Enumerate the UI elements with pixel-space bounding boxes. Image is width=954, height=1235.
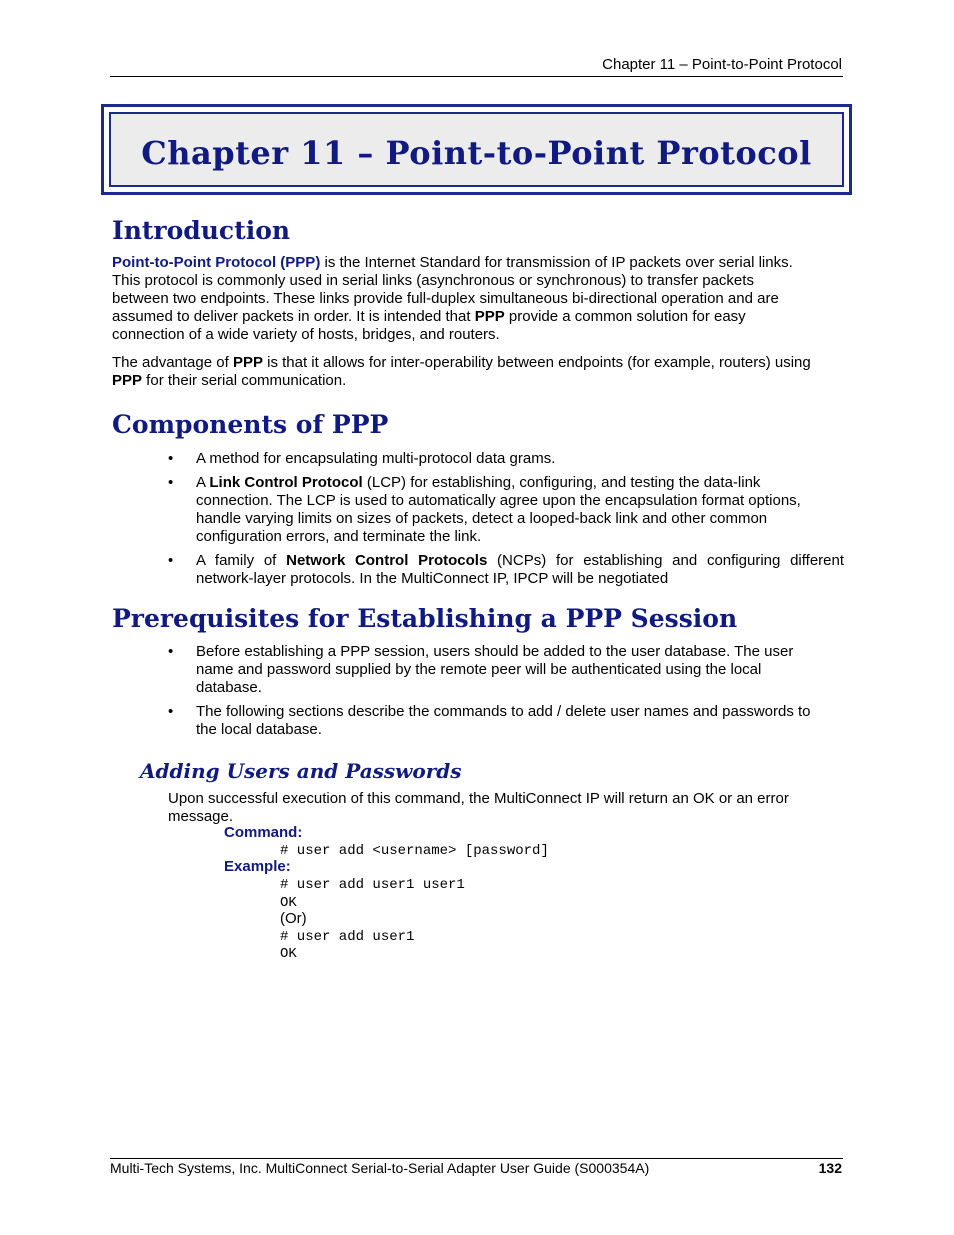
footer-rule (110, 1158, 843, 1159)
list-item: • A Link Control Protocol (LCP) for establishing, configuring, and testing the data-link connection. The LCP is used to automatically agree upon the encapsulation format options, handle varying limits on sizes of packets, detect a looped-back link and other common configuration errors, and terminate the link. (168, 474, 801, 545)
heading-introduction: Introduction (112, 216, 291, 245)
bullet-icon: • (168, 703, 174, 720)
bullet-icon: • (168, 474, 174, 491)
footer-text: Multi-Tech Systems, Inc. MultiConnect Serial-to-Serial Adapter User Guide (S000354A) (110, 1160, 650, 1176)
example-line: OK (280, 895, 297, 911)
intro-paragraph-2: The advantage of PPP is that it allows for inter-operability between endpoints (for example, routers) using PPP for their serial communication. (112, 354, 811, 389)
page-number: 132 (818, 1160, 842, 1176)
example-line: (Or) (280, 910, 307, 927)
example-line: # user add user1 (280, 929, 415, 945)
command-label: Command: (224, 824, 303, 841)
bullet-icon: • (168, 643, 174, 660)
heading-components: Components of PPP (112, 410, 389, 439)
list-item: • The following sections describe the commands to add / delete user names and passwords to the local database. (168, 703, 811, 738)
list-item: • A family of Network Control Protocols (NCPs) for establishing and configuring different network-layer protocols. In the MultiConnect IP, IPCP will be negotiated (168, 552, 845, 587)
example-line: # user add user1 user1 (280, 877, 465, 893)
intro-paragraph-1: Point-to-Point Protocol (PPP) is the Internet Standard for transmission of IP packets over serial links. This protocol is commonly used in serial links (asynchronous or synchronous) to transfer packets between two endpoints. These links provide full-duplex simultaneous bi-directional operation and are assumed to deliver packets in order. It is intended that PPP provide a common solution for easy connection of a wide variety of hosts, bridges, and routers. (112, 254, 793, 343)
components-list (168, 450, 844, 594)
bullet-icon: • (168, 450, 174, 467)
list-item: • Before establishing a PPP session, users should be added to the user database. The user name and password supplied by the remote peer will be authenticated using the local database. (168, 643, 794, 696)
chapter-title-inner (109, 112, 844, 187)
chapter-title: Chapter 11 – Point-to-Point Protocol (141, 134, 812, 172)
ppp-term: Point-to-Point Protocol (PPP) (112, 254, 321, 271)
command-syntax: # user add <username> [password] (280, 843, 549, 859)
example-line: OK (280, 946, 297, 962)
chapter-title-box (101, 104, 852, 195)
list-item: • A method for encapsulating multi-protocol data grams. (168, 450, 556, 467)
heading-adding-users: Adding Users and Passwords (140, 759, 462, 783)
running-header: Chapter 11 – Point-to-Point Protocol (602, 56, 842, 73)
header-rule (110, 76, 843, 77)
heading-prerequisites: Prerequisites for Establishing a PPP Session (112, 604, 738, 633)
example-label: Example: (224, 858, 291, 875)
adding-intro: Upon successful execution of this command, the MultiConnect IP will return an OK or an error message. (168, 790, 789, 825)
prerequisites-list (168, 643, 844, 745)
bullet-icon: • (168, 552, 174, 569)
